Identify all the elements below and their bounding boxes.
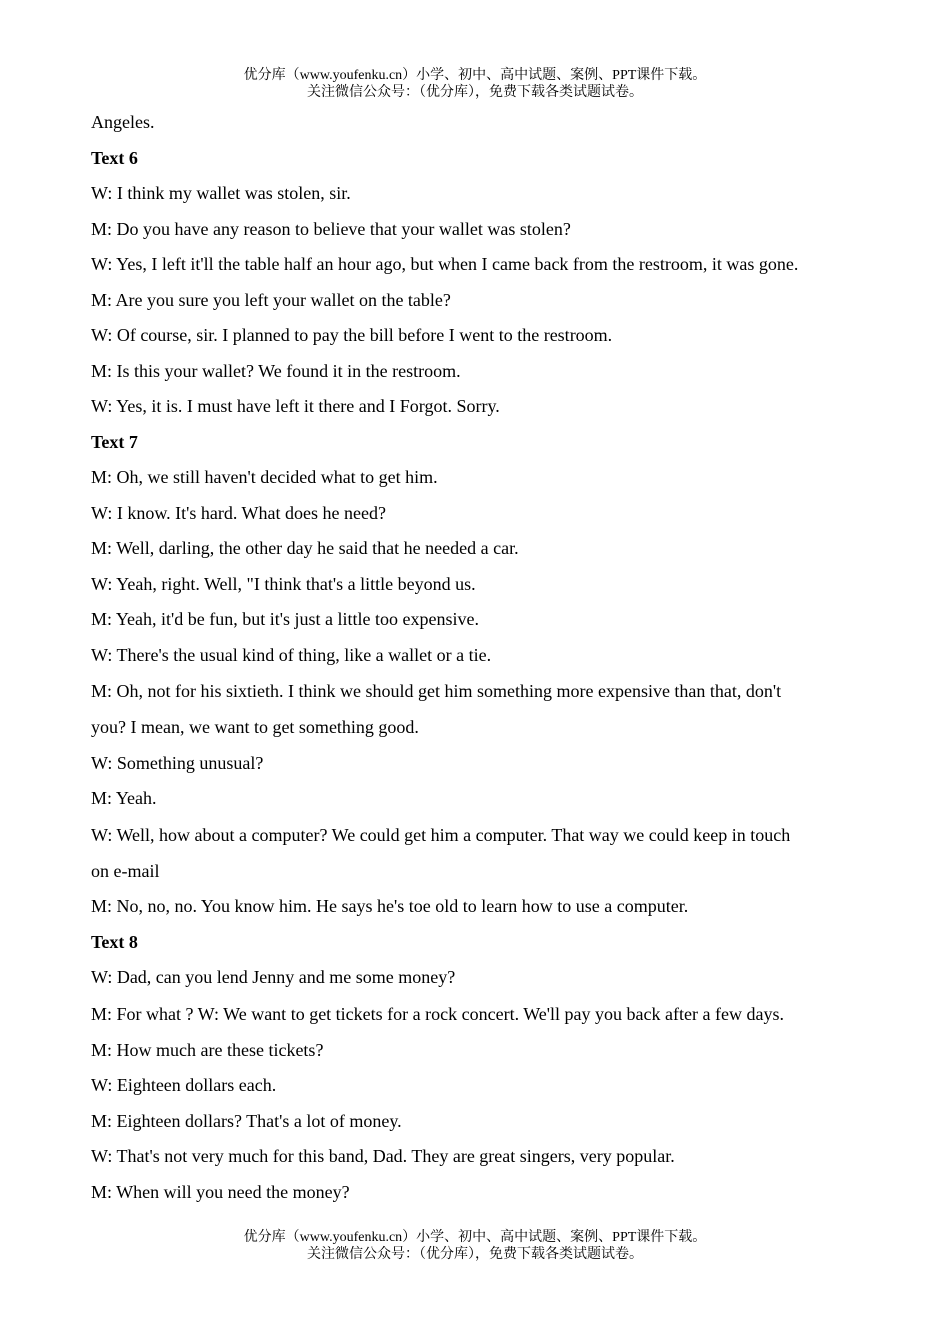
document-body <box>91 105 861 1210</box>
header-line-2: 关注微信公众号：（优分库），免费下载各类试题试卷。 <box>307 85 643 100</box>
dialogue-line: M: How much are these tickets? <box>91 1039 324 1060</box>
dialogue-line-continuation: you? I mean, we want to get something good. <box>91 717 419 737</box>
dialogue-line: M: For what ? W: We want to get tickets for a rock concert. We'll pay you back after a few days. <box>91 1003 784 1024</box>
section-heading-text-7: Text 7 <box>91 431 138 452</box>
page-header <box>0 67 950 101</box>
dialogue-line: W: I think my wallet was stolen, sir. <box>91 183 351 203</box>
dialogue-line: W: That's not very much for this band, Dad. They are great singers, very popular. <box>91 1146 675 1166</box>
dialogue-line: W: Yeah, right. Well, "I think that's a little beyond us. <box>91 573 476 594</box>
dialogue-line: W: Eighteen dollars each. <box>91 1075 277 1095</box>
paragraph-angeles: Angeles. <box>91 112 155 132</box>
dialogue-line: W: Of course, sir. I planned to pay the bill before I went to the restroom. <box>91 325 613 345</box>
dialogue-line: M: Yeah, it'd be fun, but it's just a little too expensive. <box>91 609 479 629</box>
dialogue-line: W: Yes, it is. I must have left it there and I Forgot. Sorry. <box>91 396 500 416</box>
dialogue-line: M: Do you have any reason to believe that your wallet was stolen? <box>91 218 571 239</box>
footer-line-2: 关注微信公众号：（优分库），免费下载各类试题试卷。 <box>307 1247 643 1262</box>
dialogue-line: M: When will you need the money? <box>91 1181 350 1202</box>
dialogue-line-continuation: on e-mail <box>91 860 160 881</box>
page-footer <box>0 1229 950 1263</box>
dialogue-line: M: Is this your wallet? We found it in the restroom. <box>91 360 461 381</box>
dialogue-line: W: There's the usual kind of thing, like a wallet or a tie. <box>91 644 492 665</box>
section-heading-text-8: Text 8 <box>91 931 138 952</box>
dialogue-line: W: I know. It's hard. What does he need? <box>91 502 386 523</box>
dialogue-line: M: Oh, we still haven't decided what to get him. <box>91 467 438 487</box>
footer-line-1: 优分库（www.youfenku.cn）小学、初中、高中试题、案例、PPT课件下载。 <box>243 1230 707 1245</box>
dialogue-line: M: Oh, not for his sixtieth. I think we should get him something more expensive than that, don't <box>91 681 782 701</box>
dialogue-line: W: Dad, can you lend Jenny and me some money? <box>91 967 456 987</box>
dialogue-line: M: Eighteen dollars? That's a lot of money. <box>91 1110 402 1131</box>
header-line-1: 优分库（www.youfenku.cn）小学、初中、高中试题、案例、PPT课件下载。 <box>243 68 707 83</box>
dialogue-line: W: Yes, I left it'll the table half an hour ago, but when I came back from the restroom, it was gone. <box>91 254 799 274</box>
dialogue-line: W: Well, how about a computer? We could get him a computer. That way we could keep in touch <box>91 824 791 845</box>
dialogue-line: M: No, no, no. You know him. He says he's toe old to learn how to use a computer. <box>91 896 689 916</box>
section-heading-text-6: Text 6 <box>91 147 138 168</box>
dialogue-line: W: Something unusual? <box>91 752 264 773</box>
dialogue-line: M: Well, darling, the other day he said that he needed a car. <box>91 538 519 558</box>
dialogue-line: M: Are you sure you left your wallet on the table? <box>91 289 451 310</box>
dialogue-line: M: Yeah. <box>91 788 157 808</box>
